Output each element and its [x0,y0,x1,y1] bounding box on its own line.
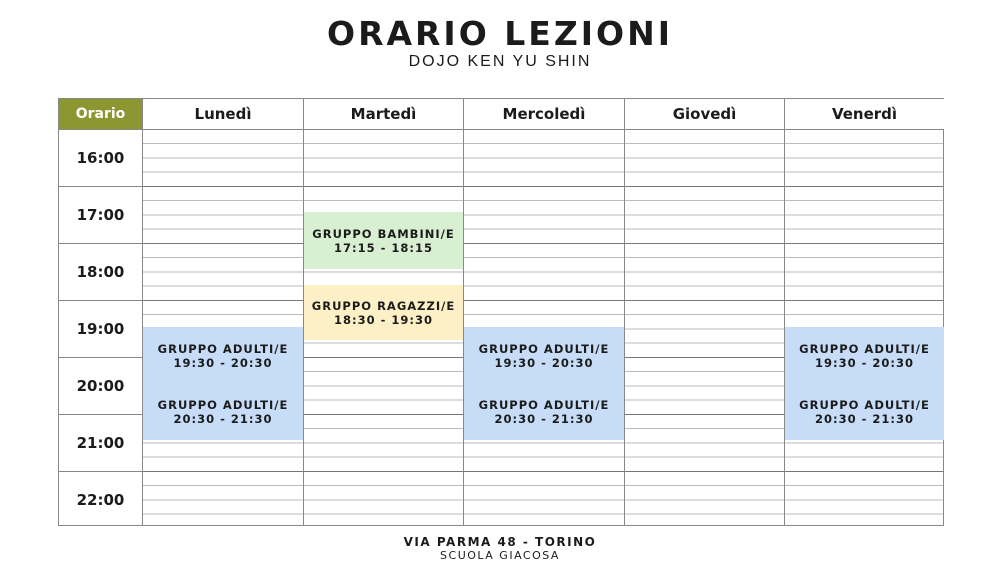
event-time: 19:30 - 20:30 [815,355,914,370]
event-ragazzi[interactable] [304,285,463,340]
footer-address: VIA PARMA 48 - TORINO [403,535,597,549]
event-group: GRUPPO BAMBINI/E [312,226,455,241]
time-column [59,130,143,525]
event-group: GRUPPO ADULTI/E [157,398,289,412]
time-slot: 22:00 [76,491,125,509]
header-mercoledi: Mercoledì [464,99,625,130]
header-venerdi: Venerdì [785,99,944,130]
time-slot: 18:00 [59,244,142,301]
schedule-grid [143,130,943,525]
event-adulti[interactable] [785,384,944,440]
page-subtitle: DOJO KEN YU SHIN [408,53,592,70]
event-bambini[interactable] [304,212,463,269]
header-lunedi: Lunedì [143,99,304,130]
header-giovedi: Giovedì [625,99,785,130]
event-group: GRUPPO ADULTI/E [799,398,930,412]
time-slot: 16:00 [59,130,142,187]
event-time: 18:30 - 19:30 [334,312,433,327]
event-group: GRUPPO ADULTI/E [478,398,610,412]
event-group: GRUPPO ADULTI/E [478,341,610,356]
event-adulti[interactable] [785,327,944,384]
time-slot: 20:00 [59,358,142,415]
event-adulti[interactable] [143,327,303,384]
schedule-table [58,98,944,526]
time-slot: 17:00 [59,187,142,244]
event-group: GRUPPO ADULTI/E [157,341,289,356]
header-martedi: Martedì [304,99,464,130]
event-group: GRUPPO RAGAZZI/E [311,298,456,313]
event-group: GRUPPO ADULTI/E [799,341,930,356]
event-time: 20:30 - 21:30 [173,412,273,426]
event-time: 17:15 - 18:15 [334,240,433,255]
header-orario: Orario [59,99,143,130]
column-divider [624,130,625,525]
time-slot: 21:00 [59,415,142,472]
event-adulti[interactable] [464,384,624,440]
page-title: ORARIO LEZIONI [327,14,673,53]
event-time: 19:30 - 20:30 [494,355,594,370]
event-adulti[interactable] [464,327,624,384]
event-time: 20:30 - 21:30 [494,412,594,426]
time-slot: 19:00 [59,301,142,358]
event-time: 19:30 - 20:30 [173,355,273,370]
footer-school: SCUOLA GIACOSA [440,549,560,562]
event-time: 20:30 - 21:30 [815,412,914,426]
event-adulti[interactable] [143,384,303,440]
